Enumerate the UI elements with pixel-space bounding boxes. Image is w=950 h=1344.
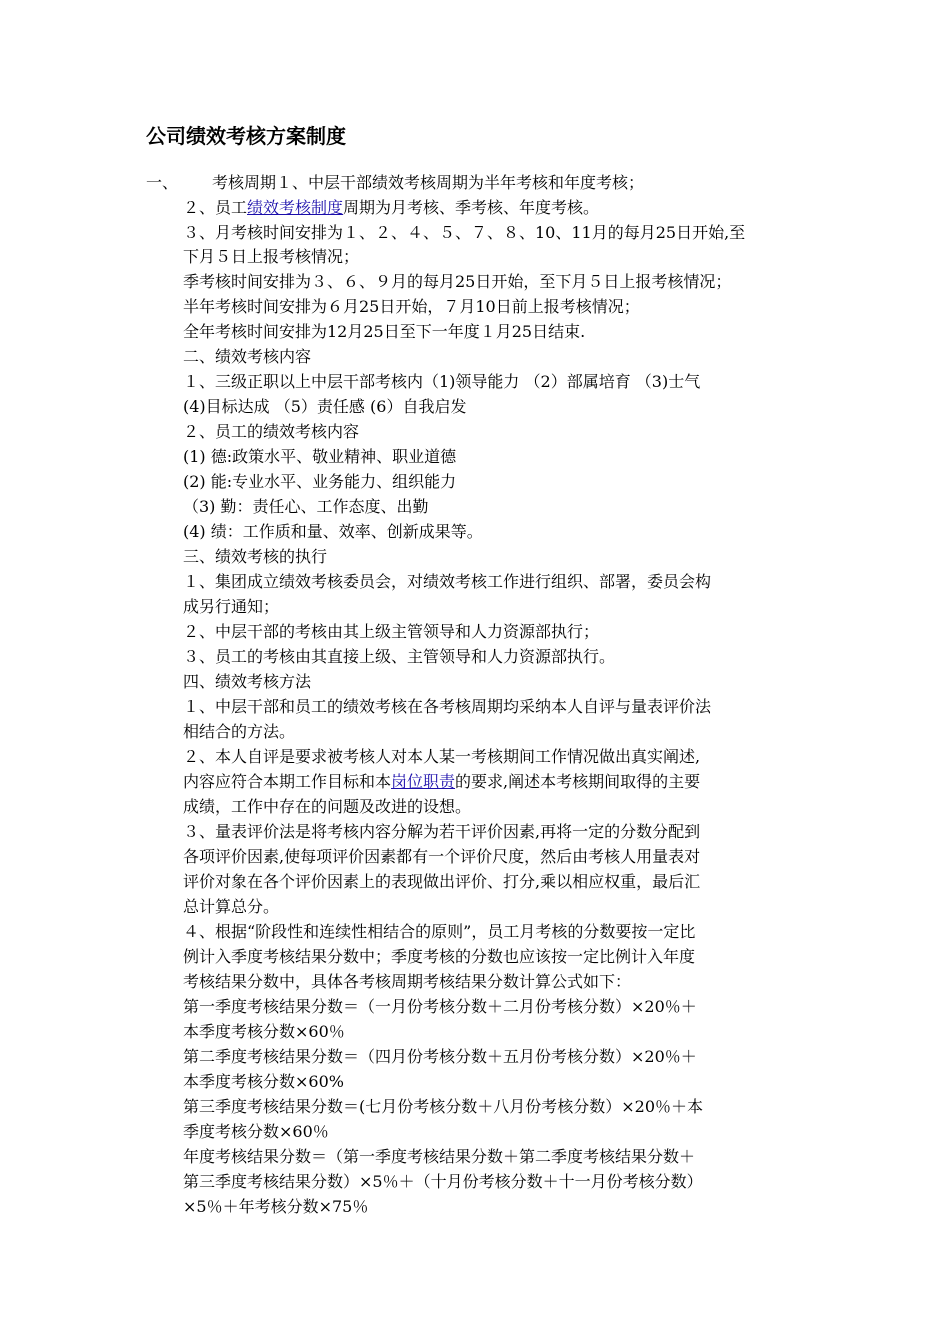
text-line: 例计入季度考核结果分数中；季度考核的分数也应该按一定比例计入年度 — [183, 947, 696, 966]
text-line: 成另行通知； — [183, 597, 280, 616]
text-line: 半年考核时间安排为６月25日开始，７月10日前上报考核情况； — [183, 297, 640, 316]
text-line: ３、月考核时间安排为１、２、４、５、７、８、10、11月的每月25日开始,至 — [183, 223, 746, 242]
formula-line: 季度考核分数×60％ — [183, 1122, 329, 1141]
text-fragment: 内容应符合本期工作目标和本 — [183, 772, 392, 791]
formula-line: 本季度考核分数×60% — [183, 1072, 344, 1091]
formula-line: 第二季度考核结果分数＝（四月份考核分数＋五月份考核分数）×20％＋ — [183, 1047, 697, 1066]
text-line: 相结合的方法。 — [183, 722, 296, 741]
formula-line: 第三季度考核结果分数）×5％＋（十月份考核分数＋十一月份考核分数） — [183, 1172, 703, 1191]
text-line: 总计算总分。 — [183, 897, 280, 916]
text-line: ２、中层干部的考核由其上级主管领导和人力资源部执行； — [183, 622, 600, 641]
text-line: ２、本人自评是要求被考核人对本人某一考核期间工作情况做出真实阐述, — [183, 747, 701, 766]
formula-line: 年度考核结果分数＝（第一季度考核结果分数＋第二季度考核结果分数＋ — [183, 1147, 696, 1166]
text-line: ４、根据“阶段性和连续性相结合的原则”，员工月考核的分数要按一定比 — [183, 922, 696, 941]
section-heading: 二、绩效考核内容 — [183, 347, 312, 366]
text-line: (4) 绩：工作质和量、效率、创新成果等。 — [183, 522, 483, 541]
text-line: １、三级正职以上中层干部考核内（1)领导能力 （2）部属培育 （3)士气 — [183, 372, 701, 391]
text-line: (1) 德:政策水平、敬业精神、职业道德 — [183, 447, 457, 466]
text-line: ３、量表评价法是将考核内容分解为若干评价因素,再将一定的分数分配到 — [183, 822, 701, 841]
text-fragment: 周期为月考核、季考核、年度考核。 — [343, 198, 600, 217]
text-fragment: ２、员工 — [183, 198, 248, 217]
section-number: 一、 — [146, 173, 179, 192]
text-line: 考核周期１、中层干部绩效考核周期为半年考核和年度考核； — [212, 173, 645, 192]
document-title: 公司绩效考核方案制度 — [146, 124, 346, 148]
text-line: 成绩，工作中存在的问题及改进的设想。 — [183, 797, 472, 816]
formula-line: 本季度考核分数×60％ — [183, 1022, 345, 1041]
text-line: ３、员工的考核由其直接上级、主管领导和人力资源部执行。 — [183, 647, 616, 666]
section-heading: 四、绩效考核方法 — [183, 672, 312, 691]
text-line — [183, 771, 700, 793]
formula-line: 第三季度考核结果分数＝(七月份考核分数＋八月份考核分数）×20％＋本 — [183, 1097, 704, 1116]
performance-system-link[interactable]: 绩效考核制度 — [247, 198, 344, 217]
text-line: （3) 勤：责任心、工作态度、出勤 — [183, 497, 429, 516]
text-fragment: 的要求,阐述本考核期间取得的主要 — [455, 772, 701, 791]
text-line: １、中层干部和员工的绩效考核在各考核周期均采纳本人自评与量表评价法 — [183, 697, 712, 716]
text-line: 下月５日上报考核情况； — [183, 247, 360, 266]
text-line — [183, 197, 599, 219]
formula-line: 第一季度考核结果分数＝（一月份考核分数＋二月份考核分数）×20％＋ — [183, 997, 697, 1016]
section-heading: 三、绩效考核的执行 — [183, 547, 328, 566]
text-line: ２、员工的绩效考核内容 — [183, 422, 360, 441]
text-line: 评价对象在各个评价因素上的表现做出评价、打分,乘以相应权重，最后汇 — [183, 872, 701, 891]
formula-line: ×5％＋年考核分数×75％ — [183, 1197, 369, 1216]
text-line: 全年考核时间安排为12月25日至下一年度１月25日结束. — [183, 322, 586, 341]
text-line: (2) 能:专业水平、业务能力、组织能力 — [183, 472, 457, 491]
text-line: 各项评价因素,使每项评价因素都有一个评价尺度，然后由考核人用量表对 — [183, 847, 701, 866]
job-duties-link[interactable]: 岗位职责 — [391, 772, 456, 791]
text-line: 考核结果分数中，具体各考核周期考核结果分数计算公式如下： — [183, 972, 632, 991]
text-line: 季考核时间安排为３、６、９月的每月25日开始，至下月５日上报考核情况； — [183, 272, 732, 291]
text-line: １、集团成立绩效考核委员会，对绩效考核工作进行组织、部署，委员会构 — [183, 572, 712, 591]
text-line: (4)目标达成 （5）责任感 (6）自我启发 — [183, 397, 467, 416]
